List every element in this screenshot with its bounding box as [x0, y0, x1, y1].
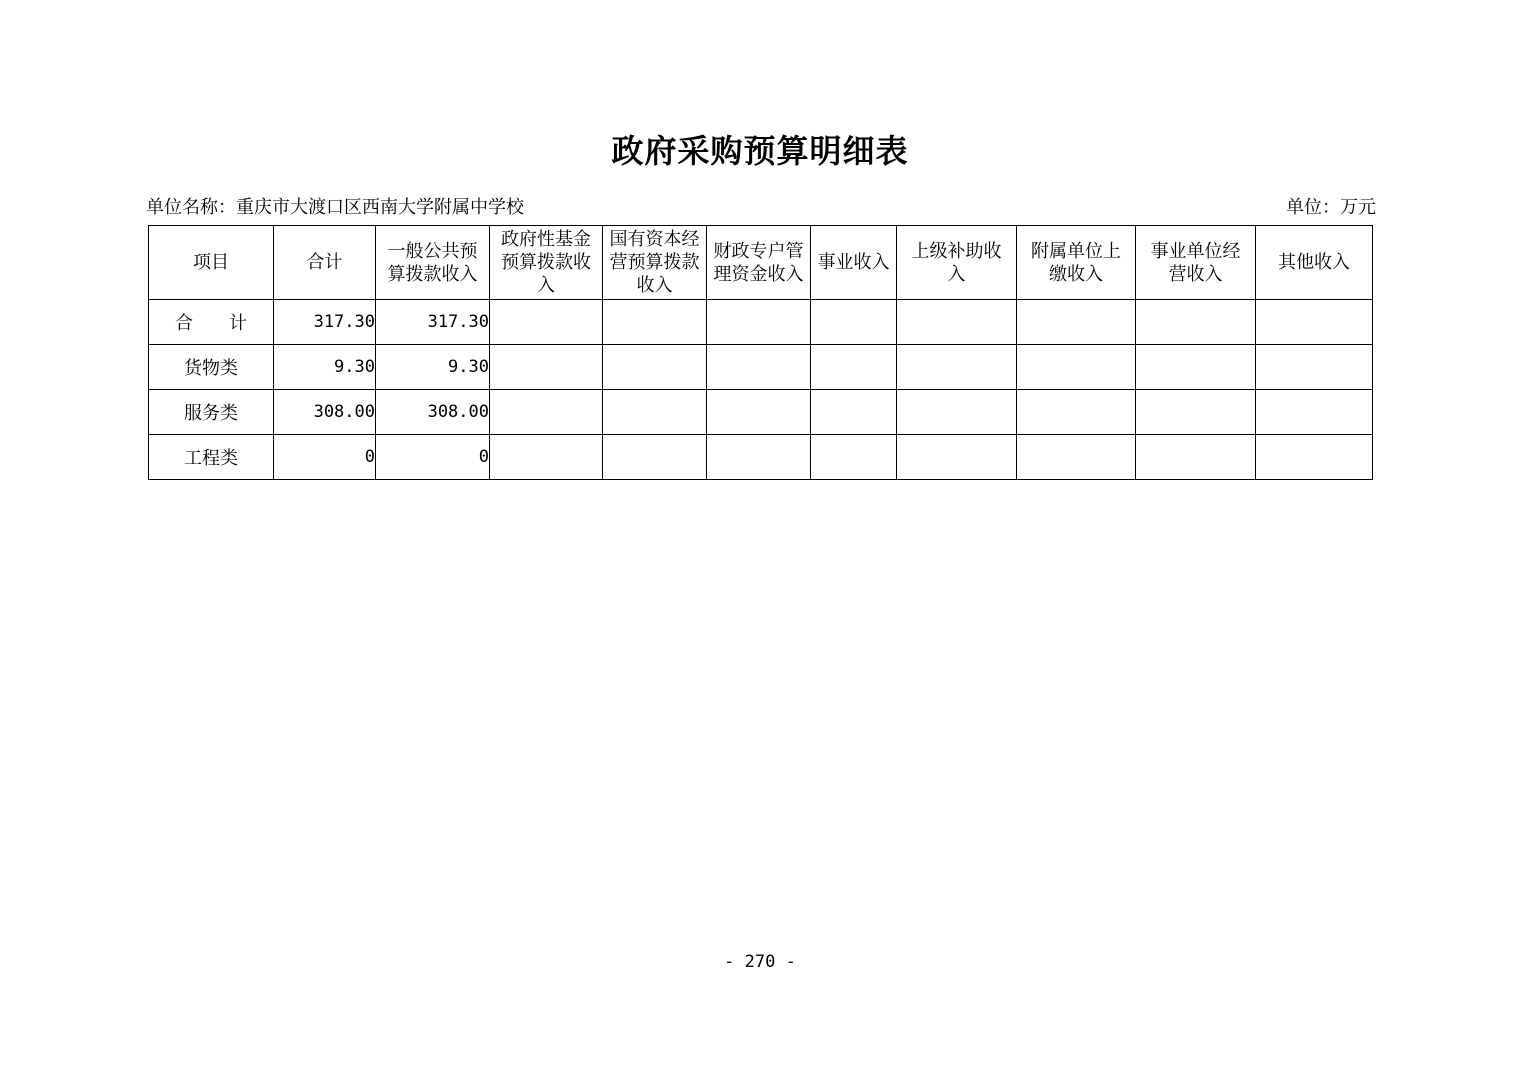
cell-total: 9.30: [274, 345, 376, 390]
cell-subordinate-income: [1017, 435, 1136, 480]
cell-state-capital: [603, 300, 707, 345]
page-title: 政府采购预算明细表: [611, 132, 909, 170]
cell-gov-fund: [490, 345, 603, 390]
cell-special-account: [707, 390, 811, 435]
header-general-budget: 一般公共预算拨款收入: [376, 226, 490, 300]
cell-superior-subsidy: [897, 390, 1017, 435]
table-row: [149, 345, 1373, 390]
cell-business-income: [811, 345, 897, 390]
header-other-income: 其他收入: [1256, 226, 1373, 300]
cell-subordinate-income: [1017, 345, 1136, 390]
cell-special-account: [707, 300, 811, 345]
cell-special-account: [707, 345, 811, 390]
cell-other-income: [1256, 345, 1373, 390]
cell-general-budget: 308.00: [376, 390, 490, 435]
unit-name-label: 单位名称：重庆市大渡口区西南大学附属中学校: [146, 197, 524, 218]
cell-subordinate-income: [1017, 300, 1136, 345]
cell-business-income: [811, 435, 897, 480]
cell-special-account: [707, 435, 811, 480]
cell-state-capital: [603, 345, 707, 390]
header-business-income: 事业收入: [811, 226, 897, 300]
cell-gov-fund: [490, 390, 603, 435]
row-label: 合 计: [149, 300, 274, 345]
header-superior-subsidy: 上级补助收入: [897, 226, 1017, 300]
row-label: 货物类: [149, 345, 274, 390]
cell-gov-fund: [490, 300, 603, 345]
header-gov-fund: 政府性基金预算拨款收入: [490, 226, 603, 300]
cell-operating-income: [1136, 345, 1256, 390]
header-item: 项目: [149, 226, 274, 300]
cell-superior-subsidy: [897, 300, 1017, 345]
cell-total: 0: [274, 435, 376, 480]
header-state-capital: 国有资本经营预算拨款收入: [603, 226, 707, 300]
cell-gov-fund: [490, 435, 603, 480]
header-operating-income: 事业单位经营收入: [1136, 226, 1256, 300]
header-total: 合计: [274, 226, 376, 300]
page-number: - 270 -: [724, 952, 796, 972]
cell-general-budget: 9.30: [376, 345, 490, 390]
row-label: 工程类: [149, 435, 274, 480]
procurement-budget-table: [148, 225, 1373, 480]
header-special-account: 财政专户管理资金收入: [707, 226, 811, 300]
cell-state-capital: [603, 390, 707, 435]
cell-general-budget: 317.30: [376, 300, 490, 345]
table-row: [149, 435, 1373, 480]
cell-other-income: [1256, 300, 1373, 345]
cell-other-income: [1256, 390, 1373, 435]
currency-unit-label: 单位：万元: [1286, 197, 1376, 218]
header-subordinate-income: 附属单位上缴收入: [1017, 226, 1136, 300]
cell-business-income: [811, 390, 897, 435]
cell-total: 308.00: [274, 390, 376, 435]
cell-other-income: [1256, 435, 1373, 480]
cell-subordinate-income: [1017, 390, 1136, 435]
cell-operating-income: [1136, 435, 1256, 480]
cell-total: 317.30: [274, 300, 376, 345]
cell-superior-subsidy: [897, 345, 1017, 390]
table-header-row: [149, 226, 1373, 300]
cell-operating-income: [1136, 390, 1256, 435]
cell-superior-subsidy: [897, 435, 1017, 480]
table-row: [149, 390, 1373, 435]
row-label: 服务类: [149, 390, 274, 435]
cell-business-income: [811, 300, 897, 345]
cell-operating-income: [1136, 300, 1256, 345]
cell-general-budget: 0: [376, 435, 490, 480]
cell-state-capital: [603, 435, 707, 480]
table-row: [149, 300, 1373, 345]
